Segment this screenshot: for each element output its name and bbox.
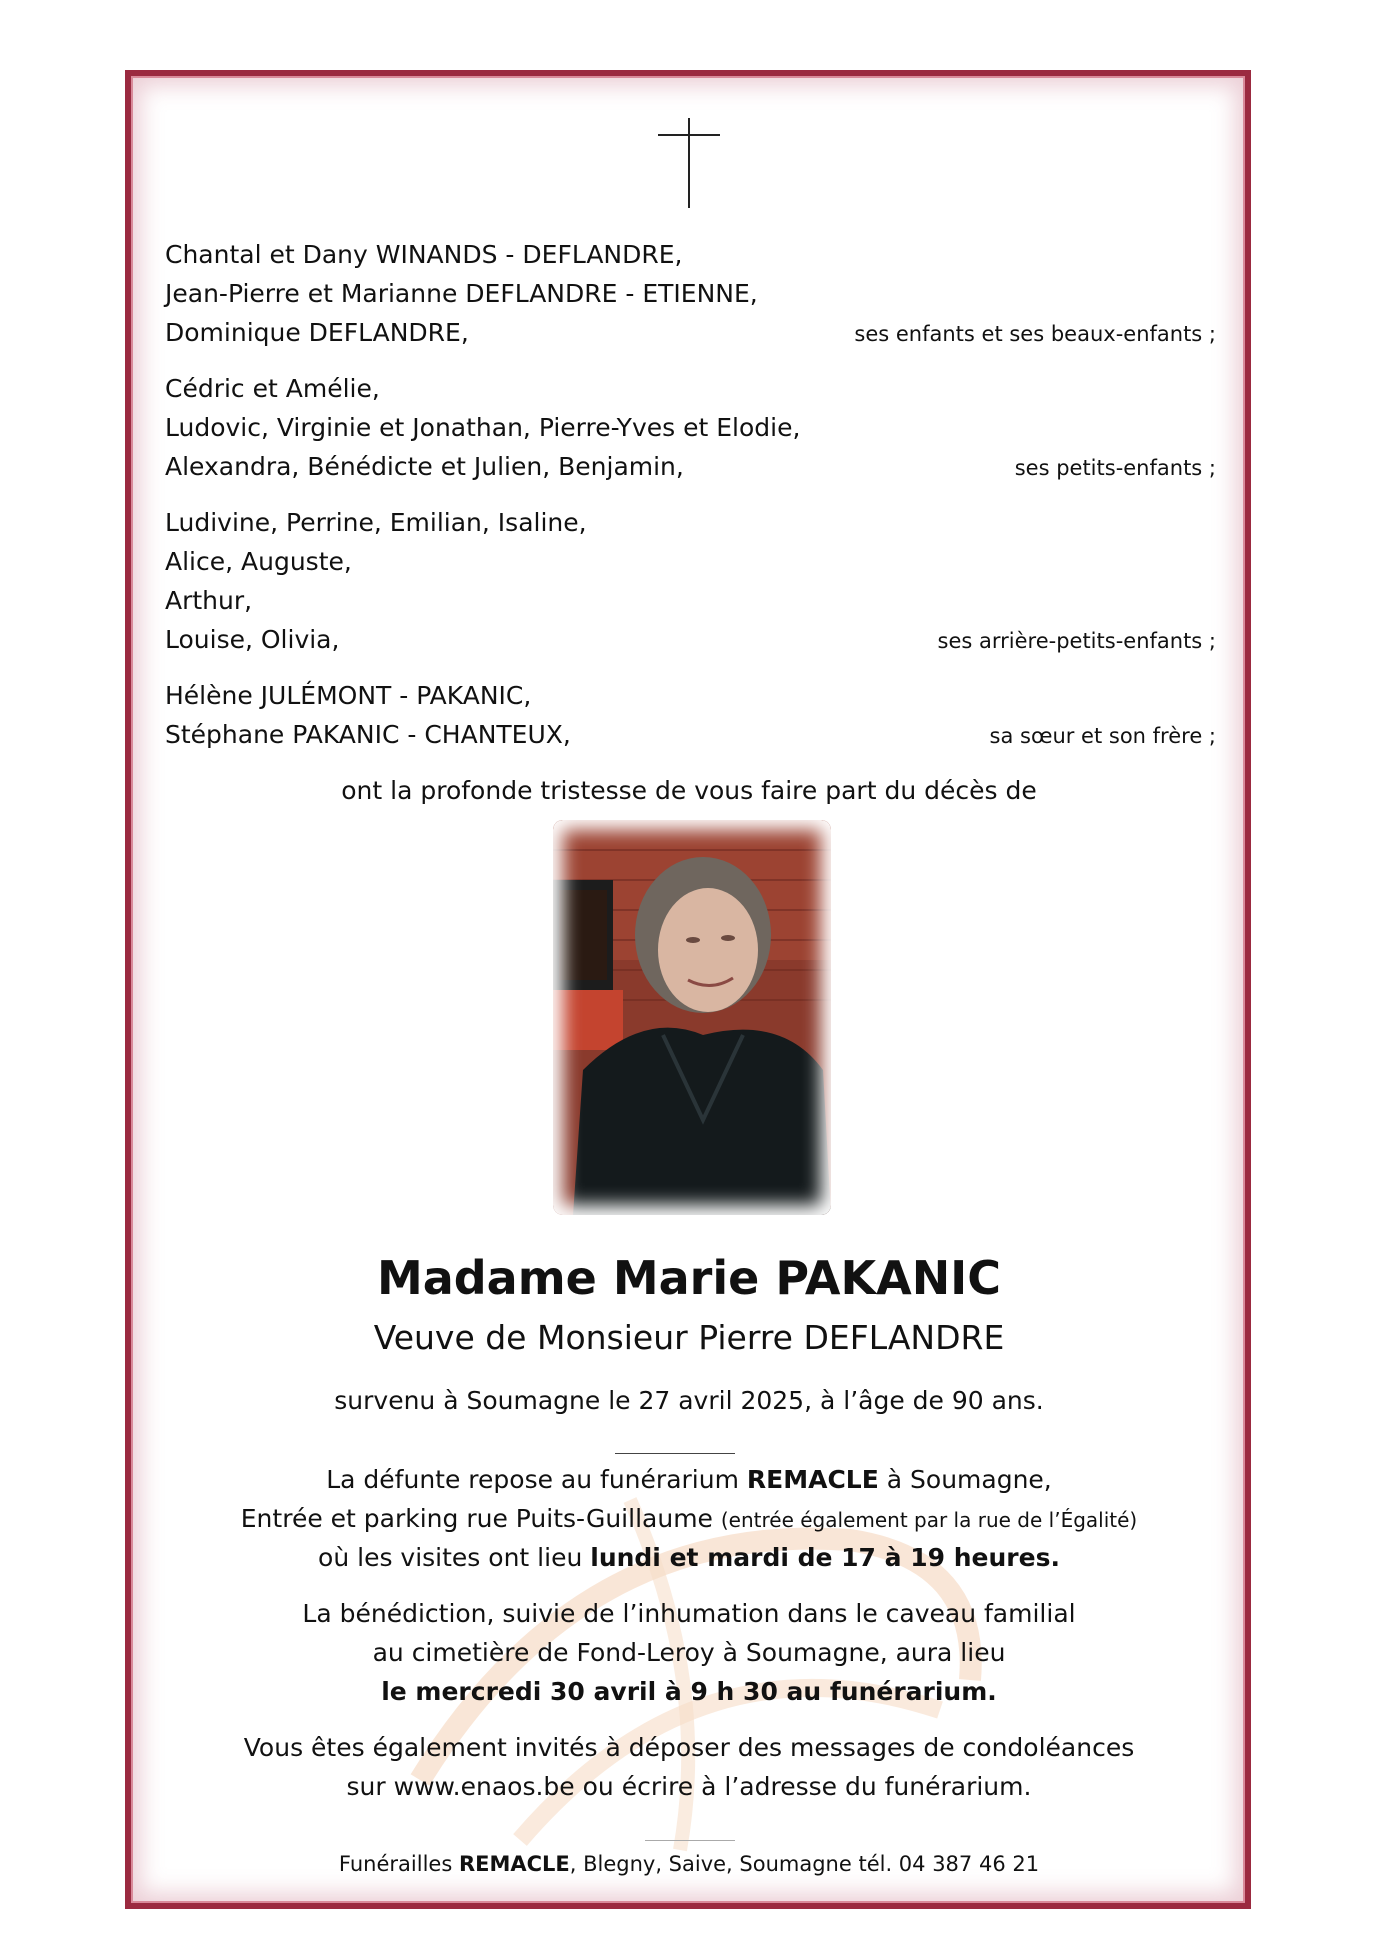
children-role: ses enfants et ses beaux-enfants ; [854, 322, 1216, 346]
footer: Funérailles REMACLE, Blegny, Saive, Soumagne tél. 04 387 46 21 [338, 1852, 1040, 1876]
siblings-role: sa sœur et son frère ; [989, 724, 1216, 748]
grandchildren-line-1: Cédric et Amélie, [165, 374, 380, 403]
ceremony-line-3: le mercredi 30 avril à 9 h 30 au funérarium. [381, 1677, 997, 1706]
ceremony-line-2: au cimetière de Fond-Leroy à Soumagne, aura lieu [372, 1638, 1006, 1667]
cross-icon [688, 118, 690, 208]
siblings-line-1: Hélène JULÉMONT - PAKANIC, [165, 681, 532, 710]
visits-line-1: La défunte repose au funérarium REMACLE à Soumagne, [326, 1465, 1052, 1494]
cross-icon-bar [658, 134, 720, 136]
great-grandchildren-role: ses arrière-petits-enfants ; [937, 629, 1216, 653]
footer-divider [645, 1840, 735, 1841]
death-notice: survenu à Soumagne le 27 avril 2025, à l’âge de 90 ans. [334, 1386, 1044, 1415]
grandchildren-line-3: Alexandra, Bénédicte et Julien, Benjamin, [165, 452, 684, 481]
watermark-logo [380, 1480, 1000, 1860]
great-grandchildren-line-1: Ludivine, Perrine, Emilian, Isaline, [165, 508, 587, 537]
condolences-line-1: Vous êtes également invités à déposer des messages de condoléances [243, 1733, 1135, 1762]
widow-of: Veuve de Monsieur Pierre DEFLANDRE [373, 1318, 1005, 1357]
great-grandchildren-line-4: Louise, Olivia, [165, 625, 340, 654]
children-line-3: Dominique DEFLANDRE, [165, 318, 469, 347]
siblings-line-2: Stéphane PAKANIC - CHANTEUX, [165, 720, 571, 749]
children-line-1: Chantal et Dany WINANDS - DEFLANDRE, [165, 240, 683, 269]
grandchildren-line-2: Ludovic, Virginie et Jonathan, Pierre-Yves et Elodie, [165, 413, 801, 442]
visits-line-2: Entrée et parking rue Puits-Guillaume (entrée également par la rue de l’Égalité) [240, 1504, 1138, 1533]
visits-line-3: où les visites ont lieu lundi et mardi de 17 à 19 heures. [318, 1543, 1060, 1572]
announcement: ont la profonde tristesse de vous faire part du décès de [341, 776, 1037, 805]
ceremony-line-1: La bénédiction, suivie de l’inhumation dans le caveau familial [302, 1599, 1076, 1628]
condolences-line-2: sur www.enaos.be ou écrire à l’adresse du funérarium. [346, 1772, 1032, 1801]
children-line-2: Jean-Pierre et Marianne DEFLANDRE - ETIENNE, [165, 279, 758, 308]
great-grandchildren-line-3: Arthur, [165, 586, 253, 615]
divider [615, 1453, 735, 1454]
great-grandchildren-line-2: Alice, Auguste, [165, 547, 352, 576]
deceased-photo [553, 820, 831, 1215]
deceased-name: Madame Marie PAKANIC [376, 1251, 1002, 1305]
grandchildren-role: ses petits-enfants ; [1014, 456, 1216, 480]
